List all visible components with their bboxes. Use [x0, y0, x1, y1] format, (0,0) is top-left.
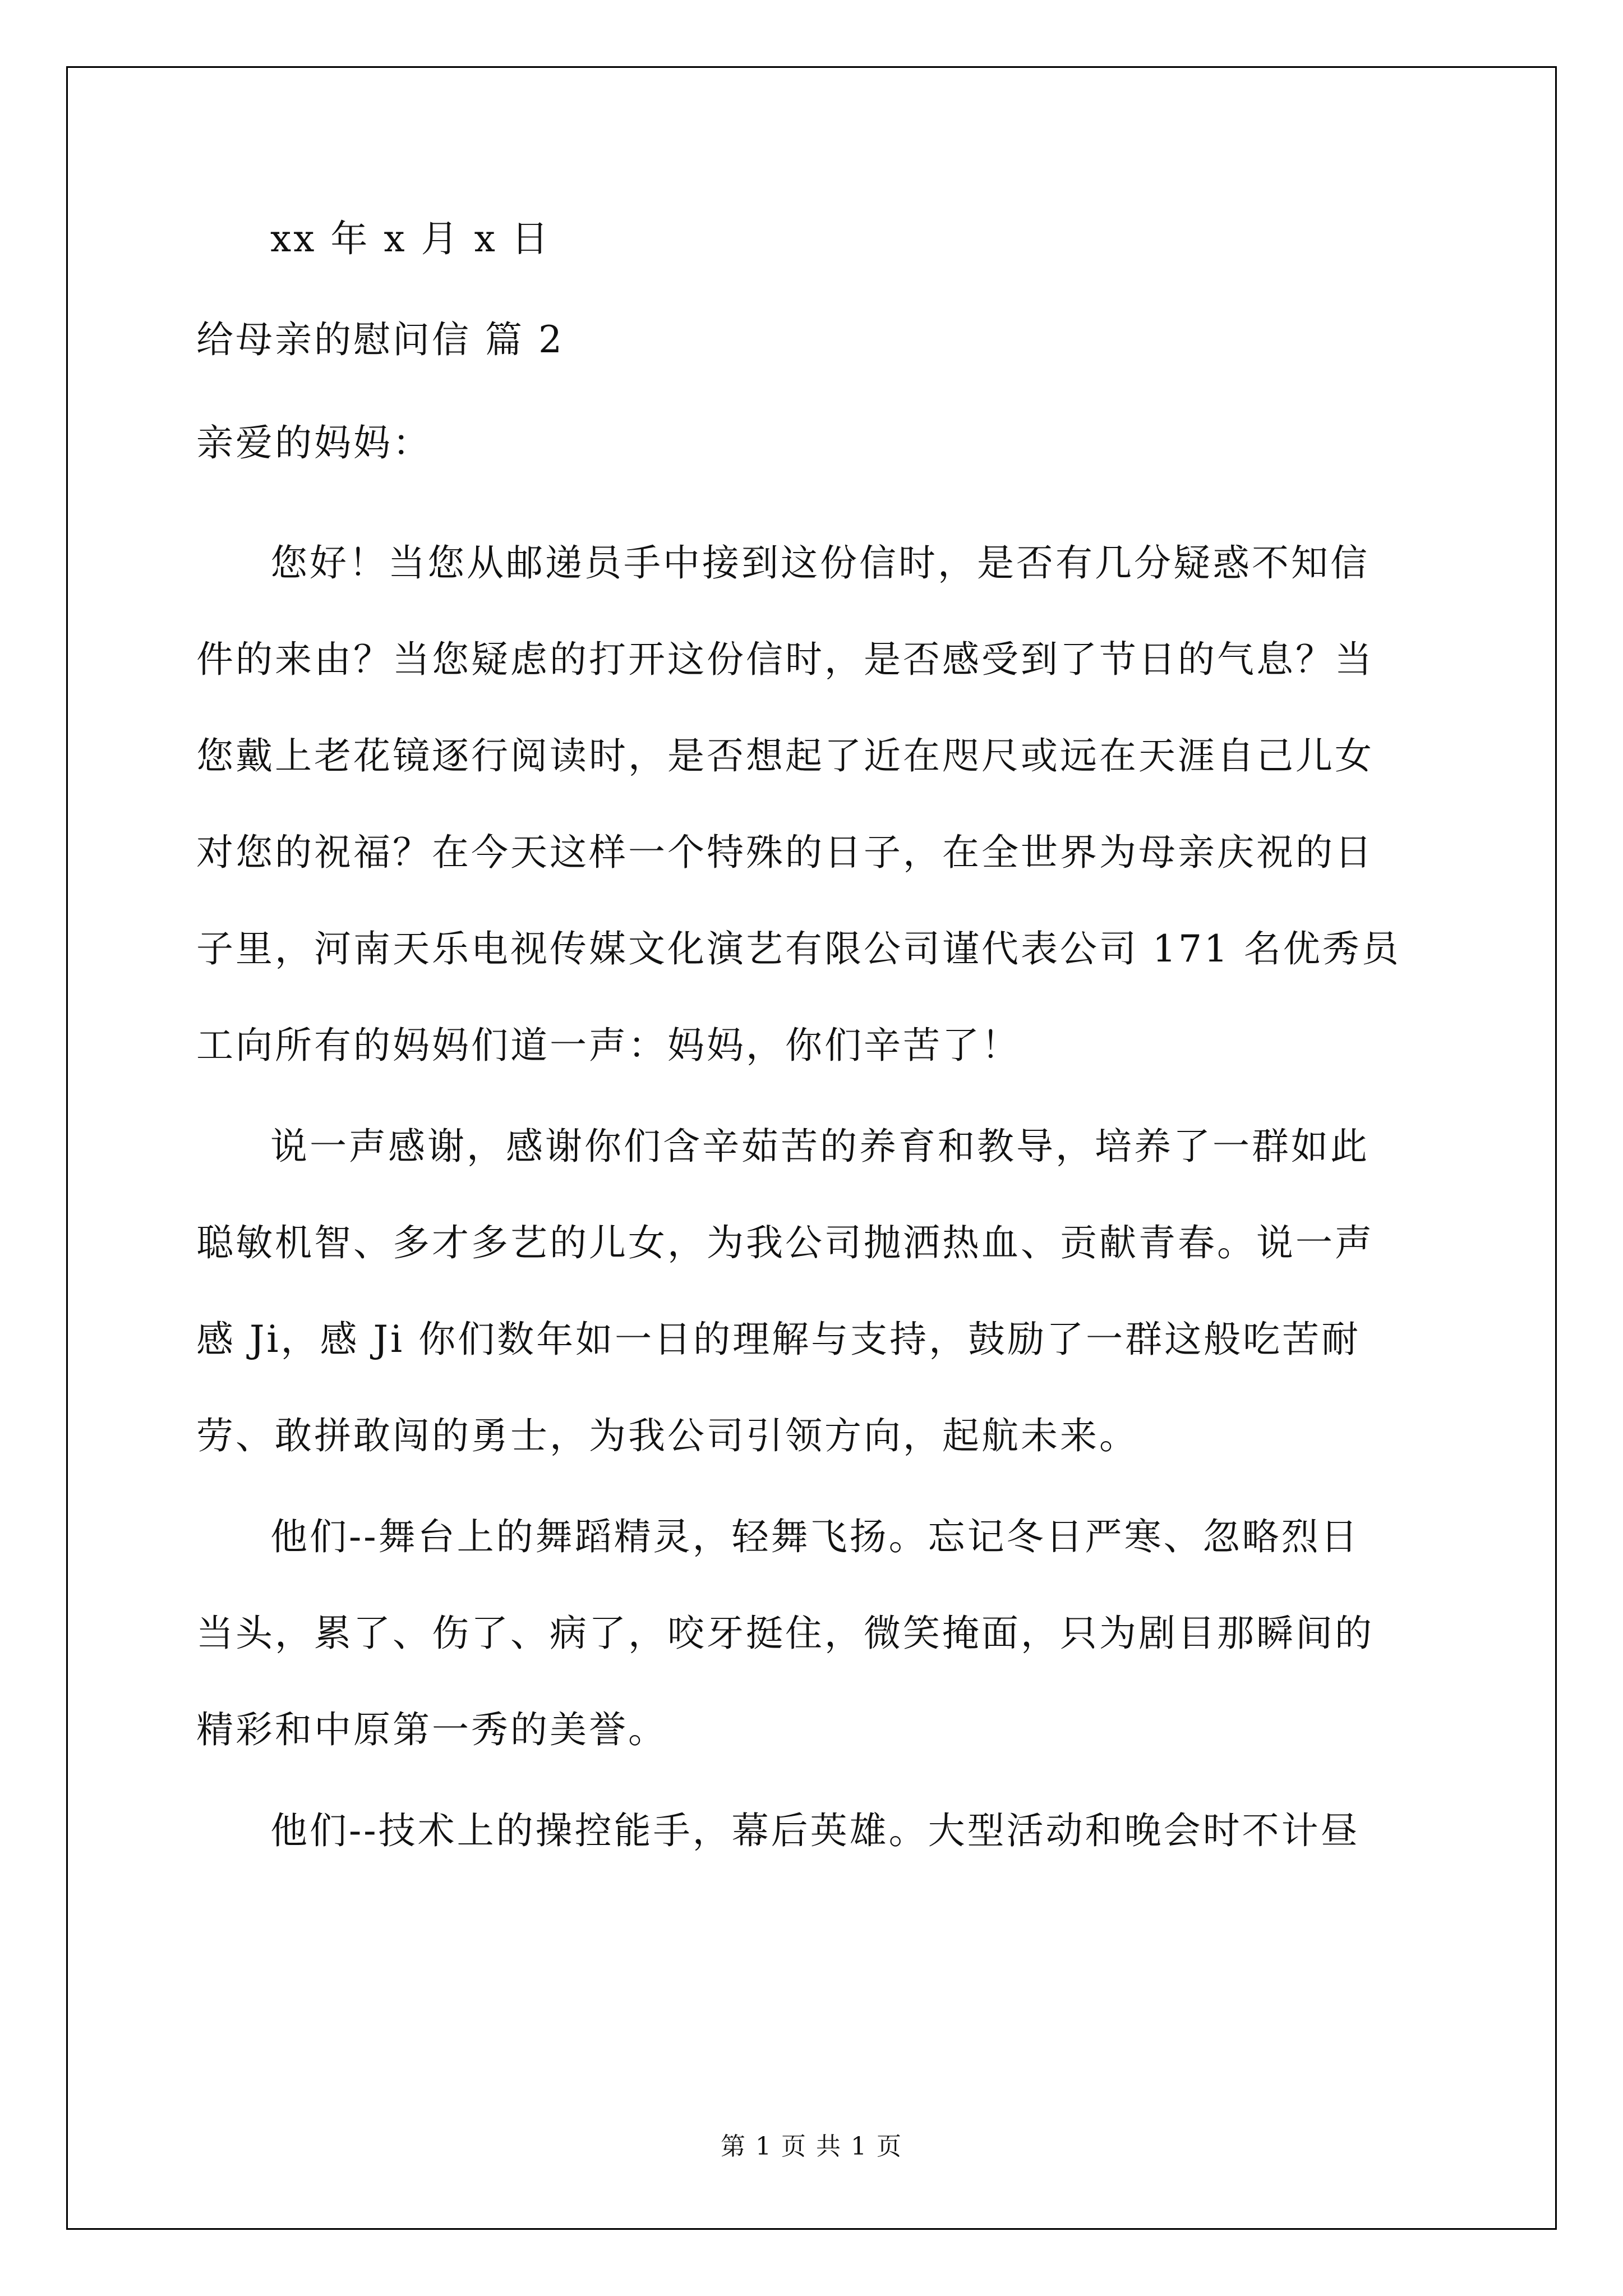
paragraph-line: 感 Ji，感 Ji 你们数年如一日的理解与支持，鼓励了一群这般吃苦耐	[196, 1318, 1361, 1361]
letter-date: xx 年 x 月 x 日	[270, 217, 551, 260]
paragraph-line: 精彩和中原第一秀的美誉。	[196, 1708, 667, 1751]
paragraph-line: 劳、敢拼敢闯的勇士，为我公司引领方向，起航未来。	[196, 1414, 1138, 1457]
paragraph-line: 当头，累了、伤了、病了，咬牙挺住，微笑掩面，只为剧目那瞬间的	[196, 1612, 1374, 1655]
paragraph-line: 对您的祝福？在今天这样一个特殊的日子，在全世界为母亲庆祝的日	[196, 831, 1374, 874]
paragraph-line: 说一声感谢，感谢你们含辛茹苦的养育和教导，培养了一群如此	[270, 1125, 1370, 1168]
paragraph-line: 他们--技术上的操控能手，幕后英雄。大型活动和晚会时不计昼	[270, 1809, 1360, 1852]
paragraph-line: 您好！当您从邮递员手中接到这份信时，是否有几分疑惑不知信	[270, 541, 1370, 585]
paragraph-2	[196, 1098, 1429, 1484]
paragraph-line: 他们--舞台上的舞蹈精灵，轻舞飞扬。忘记冬日严寒、忽略烈日	[270, 1515, 1360, 1558]
paragraph-line: 工向所有的妈妈们道一声：妈妈，你们辛苦了！	[196, 1024, 1021, 1067]
letter-body	[196, 515, 1429, 1879]
paragraph-line: 件的来由？当您疑虑的打开这份信时，是否感受到了节日的气息？当	[196, 638, 1374, 681]
paragraph-line: 子里，河南天乐电视传媒文化演艺有限公司谨代表公司 171 名优秀员	[196, 927, 1401, 970]
paragraph-4	[196, 1783, 1429, 1879]
letter-salutation: 亲爱的妈妈：	[196, 421, 432, 464]
page-footer: 第 1 页 共 1 页	[721, 2132, 902, 2161]
paragraph-3	[196, 1489, 1429, 1778]
paragraph-1	[196, 515, 1429, 1094]
paragraph-line: 聪敏机智、多才多艺的儿女，为我公司抛洒热血、贡献青春。说一声	[196, 1221, 1374, 1264]
paragraph-line: 您戴上老花镜逐行阅读时，是否想起了近在咫尺或远在天涯自己儿女	[196, 734, 1374, 777]
letter-title: 给母亲的慰问信 篇 2	[196, 318, 564, 361]
